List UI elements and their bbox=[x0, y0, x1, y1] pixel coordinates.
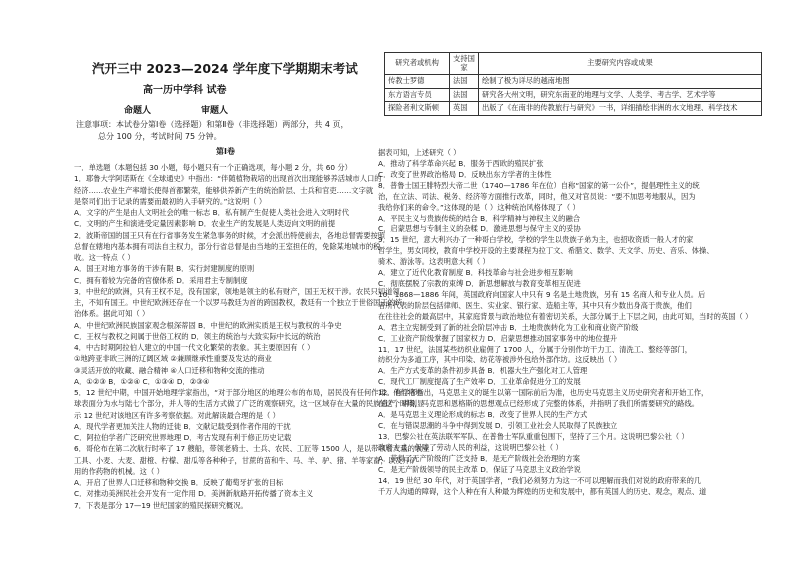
table-row bbox=[385, 75, 762, 89]
question-text-line: A．君主立宪制受到了新的社会阶层冲击 B．土地贵族转化为工业和商业资产阶级 bbox=[378, 322, 639, 332]
table-cell: 研究各大州文明，研究东南亚的地理与文学、人类学、考古学、艺术学等 bbox=[479, 88, 762, 102]
question-text-line: 政府方式，保障了劳动人民的利益，这说明巴黎公社（ ） bbox=[378, 442, 563, 452]
question-text-line: 2．波斯帝国的国王只有在行省事务发生紧急事务的时候，才会派出特使前去，各地总督需要按照 bbox=[74, 230, 386, 240]
question-text-line: A．推动了科学革命兴起 B．服务于西欧的殖民扩张 bbox=[378, 158, 544, 168]
table-cell: 探险者利文斯顿 bbox=[385, 102, 450, 116]
question-text-line: 纺织分为多道工序，其中印染、纺花等被涉外包给外部作坊。这反映出（ ） bbox=[378, 355, 622, 365]
question-text-line: 是祭司们出于记录的需要而最初的入手研究的。”这说明（ ） bbox=[74, 196, 267, 206]
question-text-line: 14．19 世纪 30 年代，对于英国学者，“我们必须努力为这一不可以理解而我们对说的政府带来的几 bbox=[378, 475, 702, 485]
question-text-line: A．①②③ B．①②④ C．①③④ D．②③④ bbox=[74, 376, 210, 386]
question-text-line: A．是马克思主义理论形成的标志 B．改变了世界人民的生产方式 bbox=[378, 410, 588, 420]
question-text-line: C．对推动美洲民社会开发有一定作用 D．美洲新航路开拓传播了资本主义 bbox=[74, 489, 314, 499]
question-text-line: A．生产方式变革的条件初步具备 B．机器大生产强化对工人管理 bbox=[378, 366, 588, 376]
question-text-line: A．文字的产生是由人文明社会的唯一标志 B．私有制产生促使人类社会进入文明时代 bbox=[74, 208, 350, 217]
question-text-line: C．拥有着较为完备的官僚体系 D．采用君主专制制度 bbox=[74, 275, 248, 285]
question-text-line: 经济……农业生产率增长使得首都繁荣，能够供养新产生的统治阶层、士兵和官吏……文字就 bbox=[74, 185, 374, 195]
question-text-line: A．平民主义与贵族传统的结合 B．科学精神与神权主义的融合 bbox=[378, 213, 581, 223]
question-text-line: 1．耶鲁大学阿诺斯在《全球通史》中指出：“伴随植物栽培的出现首次出现能够养活城市人口的 bbox=[74, 174, 382, 184]
table-row bbox=[385, 102, 762, 116]
question-text-line: 示 12 世纪对该地区有许多考察依据。对此解读最合理的是（ ） bbox=[74, 410, 280, 420]
question-text-line: 者所代表的阶层包括律师、医生、实业家、银行家、造船主等，其中只有少数出身高于贵族，他们 bbox=[378, 300, 692, 310]
question-text-line: 球表面分为水与陆七个部分，并人等的生活方式做了广泛的观察研究，这一区域存在大量的民族遗产，碑刻显 bbox=[74, 399, 425, 409]
table-cell: 法国 bbox=[450, 88, 479, 102]
question-text-line: 收。这一特点（ ） bbox=[74, 253, 135, 262]
question-text-line: ③灵活开放的收藏、融合精神 ④人口迁移和物种交流的推动 bbox=[74, 365, 265, 375]
table-header-row bbox=[385, 53, 762, 75]
question-text-line: 治体系。据此可知（ ） bbox=[74, 309, 150, 319]
question-text-line: C．改变了世界政治格局 D．反映出东方学者的主体性 bbox=[378, 169, 552, 179]
question-text-line: A．开启了世界人口迁移和物种交换 B．反映了葡萄牙扩张的目标 bbox=[74, 478, 284, 487]
question-text-line: 10．1868—1886 年间，英国政府向国家人中只有 9 名是土地贵族，另有 15 名商人和专业人员。后 bbox=[378, 289, 706, 299]
question-text-line: C．启蒙思想与专制主义的杂糅 D．激进思想与保守主义的妥协 bbox=[378, 224, 581, 234]
question-text-line: 12．有学者指出，马克思主义的诞生以第一国际前后为准，也历史马克思主义历史研究者和开始工作， bbox=[378, 388, 709, 398]
table-cell: 英国 bbox=[450, 102, 479, 116]
question-text-line: C．在与错误思潮的斗争中得到发展 D．引领工业社会人民取得了民族独立 bbox=[378, 421, 618, 430]
question-text-line: 工具、小麦、大麦、甜橙、柠檬、甜瓜等各种种子，甘蔗的苗和牛、马、羊、驴、猪、羊等家畜，以及开矿 bbox=[74, 455, 417, 465]
question-text-line: C．是无产阶级领导的民主改革 D．保证了马克思主义政治学说 bbox=[378, 464, 581, 474]
question-text-line: 治，在立法、司法、税务、经济等方面推行改革，同时，他又对官员说：“要不加思考地服从，因为 bbox=[378, 191, 696, 201]
table-header-cell: 支持国家 bbox=[450, 53, 479, 75]
table-cell: 出版了《在南非的传教旅行与研究》一书，详细描绘非洲的水文地理、科学技术 bbox=[479, 102, 762, 116]
question-text-line: 5．12 世纪中期，中国开始地理学家指出，“对于部分地区的地理公布的布局，居民没有任何作用。他们将地 bbox=[74, 388, 423, 397]
question-text-line: A．建立了近代化教育制度 B．科技革命与社会进步相互影响 bbox=[378, 268, 573, 278]
table-row bbox=[385, 88, 762, 102]
question-text-line: 哲学生，男女同校，教育中学校开设的主要课程为拉丁文、希腊文、数学、天文学、历史、音乐、体操、 bbox=[378, 246, 714, 256]
table-cell: 传教士罗德 bbox=[385, 75, 450, 89]
question-text-line: C．工业资产阶级掌握了国家权力 D．启蒙思想推动国家事务中的地位提升 bbox=[378, 333, 618, 343]
question-text-line: 在这个时期，马克思和恩格斯的思想观点已经形成了完整的体系，并指明了我们所需要研究的路线。 bbox=[378, 399, 700, 409]
question-text-line: 主，不知有国王。中世纪欧洲还存在一个以罗马教廷为首的跨国教权，教廷有一个独立于世俗国王的统 bbox=[74, 298, 403, 307]
setter-label: 命题人 bbox=[124, 106, 152, 116]
question-text-line: C．王权与教权之间属于世俗工权的 D．领主的统治与大致实际中长远的统治 bbox=[74, 331, 321, 341]
question-text-line: 7．下表是部分 17—19 世纪国家的殖民探研究概况。 bbox=[74, 500, 248, 510]
question-text-line: 6．哥伦布在第二次航行时率了 17 艘船，带领老骑士、士兵、农民、工匠等 1500 人，是以带领着大量的农业 bbox=[74, 444, 430, 454]
question-text-line: 4．中古时期阿拉伯人建立的中国一代文化繁荣的表象。其主要原因有（ ） bbox=[74, 343, 315, 352]
volume-label: 第Ⅰ卷 bbox=[216, 147, 235, 156]
question-text-line: 我给你们来的命令。”这体现的是（ ）这种统治风格体现了（ ） bbox=[378, 202, 580, 212]
question-text-line: 11．17 世纪，法国某些纺织业雇佣了 1700 人，分属于分别作坊干力工、清洗工、整经等部门， bbox=[378, 344, 693, 354]
question-text-line: C．现代工厂制度提高了生产效率 D．工业革命促进分工的发展 bbox=[378, 377, 581, 387]
exam-subtitle: 高一历中学科 试卷 bbox=[143, 85, 227, 96]
table-cell: 东方语言专员 bbox=[385, 88, 450, 102]
table-header-cell: 研究者或机构 bbox=[385, 53, 450, 75]
question-text-line: ①地跨亚非欧三洲的辽阔区域 ②兼顾继承性重要及发达的商业 bbox=[74, 354, 272, 364]
question-text-line: C．阿拉伯学者广泛研究世界地理 D．考古发现有利于修正历史记载 bbox=[74, 433, 292, 442]
question-text-line: A．获得了无产阶级的广泛支持 B．是无产阶级社会治理的方案 bbox=[378, 453, 581, 463]
question-text-line: 总督在辖地内基本拥有司法自主权力，部分行省总督是由当地的王室担任的，免除某地城市的税 bbox=[74, 241, 381, 251]
question-text-line: 千万人沟通的障碍，这个人种在有人种最为辉煌的历史和发展中，都有英国人的历史、观念，观点、道 bbox=[378, 486, 707, 496]
notice-line-2: 总分 100 分，考试时间 75 分钟。 bbox=[98, 132, 222, 141]
question-text-line: 3．中世纪的欧洲，只有王权不足，没有国家，领地是领主的私有财产，国王无权干涉。农民只知道领 bbox=[74, 286, 400, 296]
source-table bbox=[384, 52, 762, 116]
notice-line-1: 注意事项：本试卷分第Ⅰ卷（选择题）和第Ⅱ卷（非选择题）两部分，共 4 页， bbox=[76, 120, 349, 129]
exam-title: 汽开三中 2023—2024 学年度下学期期末考试 bbox=[92, 61, 358, 76]
question-text-line: C．文明的产生和演进受定量因素影响 D．农业生产的发展是人类迈向文明的前提 bbox=[74, 219, 336, 229]
question-text-line: C．彻底摆脱了宗教的束缚 D．新思想解放与教育变革相互促进 bbox=[378, 279, 581, 289]
question-text-line: A．中世纪欧洲民族国家观念根深蒂固 B．中世纪的欧洲实质是王权与教权的斗争史 bbox=[74, 320, 342, 330]
table-cell: 绘制了极为详尽的越南地图 bbox=[479, 75, 762, 89]
table-header-cell: 主要研究内容或成果 bbox=[479, 53, 762, 75]
question-text-line: 一．单选题（本题包括 30 小题，每小题只有一个正确选项，每小题 2 分，共 60 分） bbox=[74, 163, 352, 172]
reviewer-label: 审题人 bbox=[201, 106, 229, 116]
question-text-line: A．国王对地方事务的干涉有限 B．实行封建制度的原则 bbox=[74, 264, 255, 274]
question-text-line: 8．普鲁士国王腓特烈大帝二世（1740—1786 年在位）自称“国家的第一公仆”，提倡理性主义的统 bbox=[378, 180, 700, 190]
question-text-line: 在往往社会的最高层中，其家庭背景与政治地位有着密切关系，大部分属于上下层之间，由此可知，当时的英国（ ） bbox=[378, 311, 753, 321]
table-cell: 法国 bbox=[450, 75, 479, 89]
question-text-line: 9．15 世纪，意大利兴办了一种哥白学校，学校的学生以贵族子弟为主，也招收资质一般人才的家 bbox=[378, 235, 694, 245]
question-text-line: A．现代学者更加关注人物的迁徙 B．文献记载受到作者作用的干扰 bbox=[74, 421, 291, 431]
question-text-line: 据表可知，上述研究（ ） bbox=[378, 148, 461, 157]
question-text-line: 13．巴黎公社在英法联军军队、在普鲁士军队重重包围下，坚持了三个月。这说明巴黎公社（ ） bbox=[378, 431, 689, 441]
question-text-line: 用的作药物的机械。这（ ） bbox=[74, 466, 164, 476]
question-text-line: 骑术、游泳等。这表明意大利（ ） bbox=[378, 257, 490, 267]
